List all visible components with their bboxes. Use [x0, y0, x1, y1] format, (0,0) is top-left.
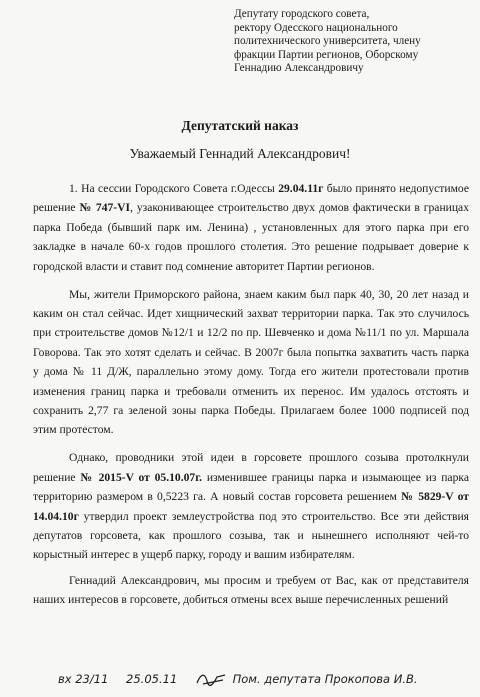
- handwritten-note: [58, 671, 478, 687]
- decision-number: № 747-VI: [79, 201, 131, 215]
- addressee-line: политехнического университета, члену: [234, 35, 421, 48]
- paragraph-2: Мы, жители Приморского района, знаем каким был парк 40, 30, 20 лет назад и каким он стал сейчас. Идет хищнический захват территории парка. Так это случилось при строительстве домов №12/1 и 12/2 по пр. Шевченко и дома №11/1 по ул. Маршала Говорова. Так это хотят сделать и сейчас. В 2007г была попытка захватить часть парка у дома № 11 Д/Ж, параллельно этому дому. Тогда его жители протестовали против изменения границ парка и требовали отменить их перенос. Им удалось отстоять и сохранить 2,77 га зеленой зоны парка Победы. Прилагаем более 1000 подписей под этим протестом.: [33, 287, 469, 437]
- paragraph-3: [33, 448, 469, 564]
- text-run: изменившее границы парка и изымающее из парка территорию размером в 0,5223 га. А новый состав горсовета решением: [33, 470, 469, 504]
- greeting: Уважаемый Геннадий Александрович!: [129, 146, 351, 161]
- addressee-line: Депутату городского совета,: [234, 8, 370, 20]
- received-date: 25.05.11: [126, 671, 178, 686]
- addressee-line: ректору Одесского национального: [234, 21, 398, 34]
- text-run: Однако, проводники этой идеи в горсовете прошлого созыва протолкнули решение: [33, 451, 469, 484]
- text-run: 1. На сессии Городского Совета г.Одессы: [69, 182, 279, 195]
- letter-body: [33, 179, 469, 618]
- decision-number: № 5829-V от 14.04.10г: [33, 490, 469, 523]
- text-run: было принято недопустимое решение: [33, 182, 469, 215]
- text-run: утвердил проект землеустройства под это строительство. Все эти действия депутатов горсовета, как прошлого созыва, так и нынешнего исполняют чей-то корыстный интерес в ущерб парку, городу и вашим избирателям.: [33, 509, 469, 562]
- document-title: Депутатский наказ: [181, 118, 299, 133]
- addressee-block: [234, 8, 470, 76]
- addressee-line: фракции Партии регионов, Оборскому: [234, 48, 419, 61]
- signature-icon: [195, 671, 229, 687]
- decision-number: № 2015-V от 05.10.07г.: [80, 470, 203, 484]
- session-date: 29.04.11г: [278, 182, 324, 195]
- paragraph-1: [33, 179, 469, 276]
- text-run: , узаконивающее строительство двух домов фактически в границах парка Победа (бывший парк им. Ленина) , установленных для этого парка при его закладке в начале 60-х годов прошлого столетия. Это решение подрывает доверие к городской власти и ставит под сомнение авторитет Партии регионов.: [33, 201, 469, 273]
- addressee-line: Геннадию Александровичу: [234, 62, 364, 75]
- assistant-note: Пом. депутата Прокопова И.В.: [232, 671, 418, 686]
- incoming-number: вх 23/11: [58, 671, 109, 686]
- paragraph-4: Геннадий Александрович, мы просим и требуем от Вас, как от представителя наших интересов в горсовете, добиться отмены всех выше перечисленных решений: [33, 573, 469, 607]
